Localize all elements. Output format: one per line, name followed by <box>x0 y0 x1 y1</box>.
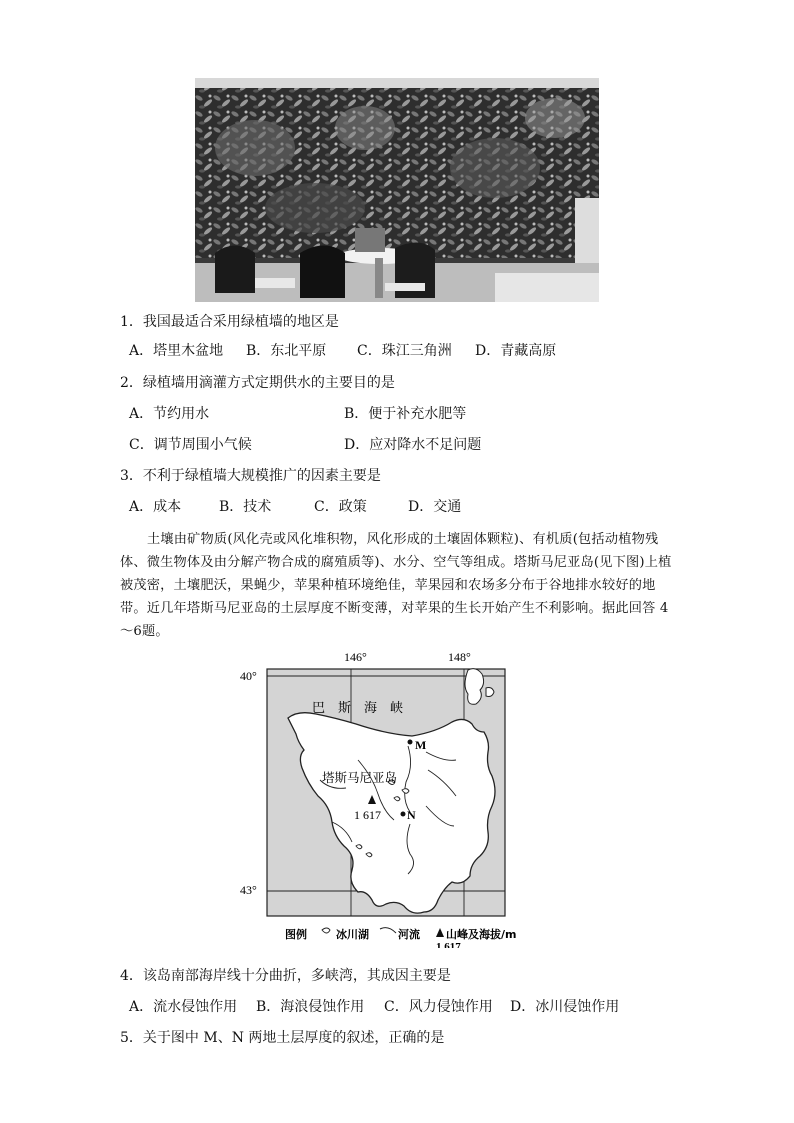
lon-label-146: 146° <box>344 650 367 664</box>
question-stem: 我国最适合采用绿植墙的地区是 <box>142 314 339 330</box>
q4-option-c[interactable]: C．风力侵蚀作用 <box>384 999 493 1015</box>
point-n-label: N <box>407 808 416 822</box>
point-n-marker <box>401 812 406 817</box>
question-number: 2． <box>120 375 143 391</box>
legend-lake-label: 冰川湖 <box>336 928 369 941</box>
legend-peak-value: 1 617 <box>436 941 461 948</box>
tasmania-map <box>240 648 530 948</box>
green-wall-photo <box>195 78 599 302</box>
q1-option-d[interactable]: D．青藏高原 <box>475 343 557 359</box>
question-number: 1． <box>120 314 143 330</box>
question-stem: 绿植墙用滴灌方式定期供水的主要目的是 <box>142 375 395 391</box>
q1-option-b[interactable]: B．东北平原 <box>246 343 327 359</box>
legend-river-icon <box>380 928 396 933</box>
q4-option-a[interactable]: A．流水侵蚀作用 <box>129 999 238 1015</box>
legend-title: 图例 <box>285 928 307 941</box>
q4-option-b[interactable]: B．海浪侵蚀作用 <box>256 999 365 1015</box>
question-4 <box>120 967 451 985</box>
q2-option-a[interactable]: A．节约用水 <box>129 406 210 422</box>
q3-option-a[interactable]: A．成本 <box>129 499 182 515</box>
point-m-marker <box>408 740 413 745</box>
lat-label-40: 40° <box>240 669 257 683</box>
question-number: 4． <box>120 968 143 984</box>
legend-peak-icon <box>436 928 444 937</box>
lat-label-43: 43° <box>240 883 257 897</box>
q2-option-b[interactable]: B．便于补充水肥等 <box>344 406 467 422</box>
q3-option-d[interactable]: D．交通 <box>408 499 462 515</box>
question-stem: 不利于绿植墙大规模推广的因素主要是 <box>142 468 381 484</box>
legend-lake-icon <box>322 928 330 933</box>
legend-peak-label: 山峰及海拔/m <box>446 928 517 941</box>
question-stem: 该岛南部海岸线十分曲折，多峡湾，其成因主要是 <box>142 968 451 984</box>
q2-option-d[interactable]: D．应对降水不足问题 <box>344 437 482 453</box>
q3-option-c[interactable]: C．政策 <box>314 499 367 515</box>
question-number: 5． <box>120 1030 143 1046</box>
legend-river-label: 河流 <box>398 928 420 941</box>
q4-option-d[interactable]: D．冰川侵蚀作用 <box>510 999 620 1015</box>
question-1 <box>120 313 339 331</box>
lon-label-148: 148° <box>448 650 471 664</box>
q3-option-b[interactable]: B．技术 <box>219 499 272 515</box>
island-label: 塔斯马尼亚岛 <box>322 770 398 785</box>
q1-option-a[interactable]: A．塔里木盆地 <box>129 343 224 359</box>
question-3 <box>120 467 381 485</box>
question-5 <box>120 1029 444 1047</box>
passage-text: 土壤由矿物质(风化壳或风化堆积物，风化形成的土壤固体颗粒)、有机质(包括动植物残体、微生物体及由分解产物合成的腐殖质等)、水分、空气等组成。塔斯马尼亚岛(见下图)上植被茂密，土壤肥沃，果蝇少，苹果种植环境绝佳，苹果园和农场多分布于谷地排水较好的地带。近几年塔斯马尼亚岛的土层厚度不断变薄，对苹果的生长开始产生不利影响。据此回答 4～6题。 <box>120 532 672 639</box>
question-2 <box>120 374 395 392</box>
question-number: 3． <box>120 468 143 484</box>
q2-option-c[interactable]: C．调节周围小气候 <box>129 437 252 453</box>
question-stem: 关于图中 M、N 两地土层厚度的叙述，正确的是 <box>142 1030 445 1046</box>
q1-option-c[interactable]: C．珠江三角洲 <box>357 343 452 359</box>
bass-strait-label: 巴 斯 海 峡 <box>312 701 404 716</box>
point-m-label: M <box>415 738 427 752</box>
peak-elevation-label: 1 617 <box>354 808 381 822</box>
